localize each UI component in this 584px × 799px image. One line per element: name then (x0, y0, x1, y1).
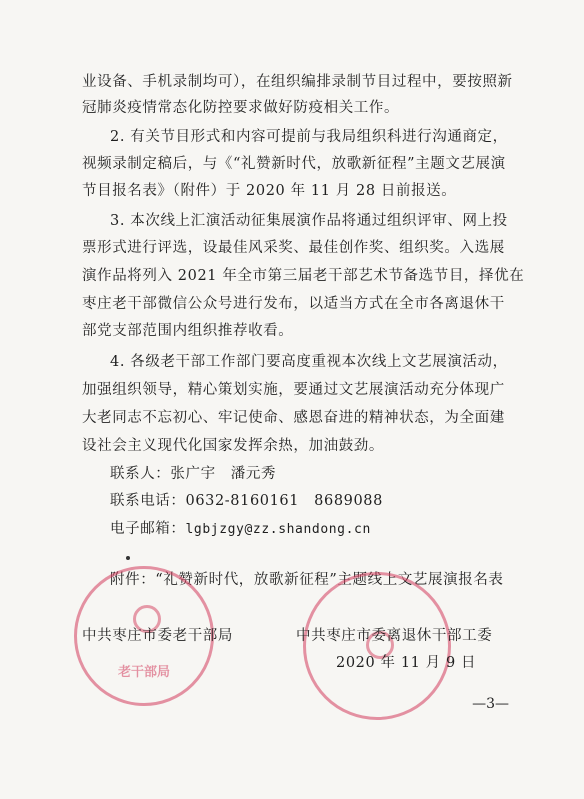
body-line: 节目报名表》（附件）于 2020 年 11 月 28 日前报送。 (82, 183, 457, 199)
contact-phone-number: 0632-8160161 8689088 (185, 493, 383, 509)
body-line: 大老同志不忘初心、牢记使命、感恩奋进的精神状态，为全面建 (82, 410, 505, 426)
body-line: 票形式进行评选，设最佳风采奖、最佳创作奖、组织奖。入选展 (82, 240, 505, 256)
page-number: —3— (472, 696, 509, 712)
body-line: 设社会主义现代化国家发挥余热，加油鼓劲。 (82, 438, 384, 454)
body-line: 2. 有关节目形式和内容可提前与我局组织科进行沟通商定， (110, 129, 508, 145)
body-line: 冠肺炎疫情常态化防控要求做好防疫相关工作。 (82, 100, 400, 116)
contact-email-label: 电子邮箱： (110, 521, 186, 537)
signature-date: 2020 年 11 月 9 日 (336, 655, 477, 671)
ink-dot (126, 556, 130, 560)
body-line: 3. 本次线上汇演活动征集展演作品将通过组织评审、网上投 (110, 213, 508, 229)
body-line: 枣庄老干部微信公众号进行发布，以适当方式在全市各离退休干 (82, 296, 505, 312)
right-official-seal (303, 572, 451, 720)
contact-phone-label: 联系电话： (110, 493, 186, 509)
contact-email (110, 519, 371, 540)
body-line: 加强组织领导，精心策划实施，要通过文艺展演活动充分体现广 (82, 382, 505, 398)
signature-left: 中共枣庄市委老干部局 (82, 628, 233, 644)
body-line: 演作品将列入 2021 年全市第三届老干部艺术节备选节目，择优在 (82, 268, 525, 284)
body-line: 部党支部范围内组织推荐收看。 (82, 323, 294, 339)
signature-right: 中共枣庄市委离退休干部工委 (296, 628, 493, 644)
body-line: 视频录制定稿后，与《“礼赞新时代，放歌新征程”主题文艺展演 (82, 156, 506, 172)
body-line: 4. 各级老干部工作部门要高度重视本次线上文艺展演活动， (110, 354, 508, 370)
contact-phone (110, 491, 383, 511)
left-seal-label: 老干部局 (117, 665, 170, 680)
contact-person-label: 联系人： (110, 466, 171, 482)
contact-email-address: lgbjzgy@zz.shandong.cn (185, 522, 371, 537)
contact-persons (110, 464, 276, 484)
contact-person-names: 张广宇 潘元秀 (170, 466, 277, 482)
attachment-line: 附件：“礼赞新时代，放歌新征程”主题线上文艺展演报名表 (110, 572, 504, 588)
body-line: 业设备、手机录制均可），在组织编排录制节目过程中，要按照新 (82, 74, 513, 90)
